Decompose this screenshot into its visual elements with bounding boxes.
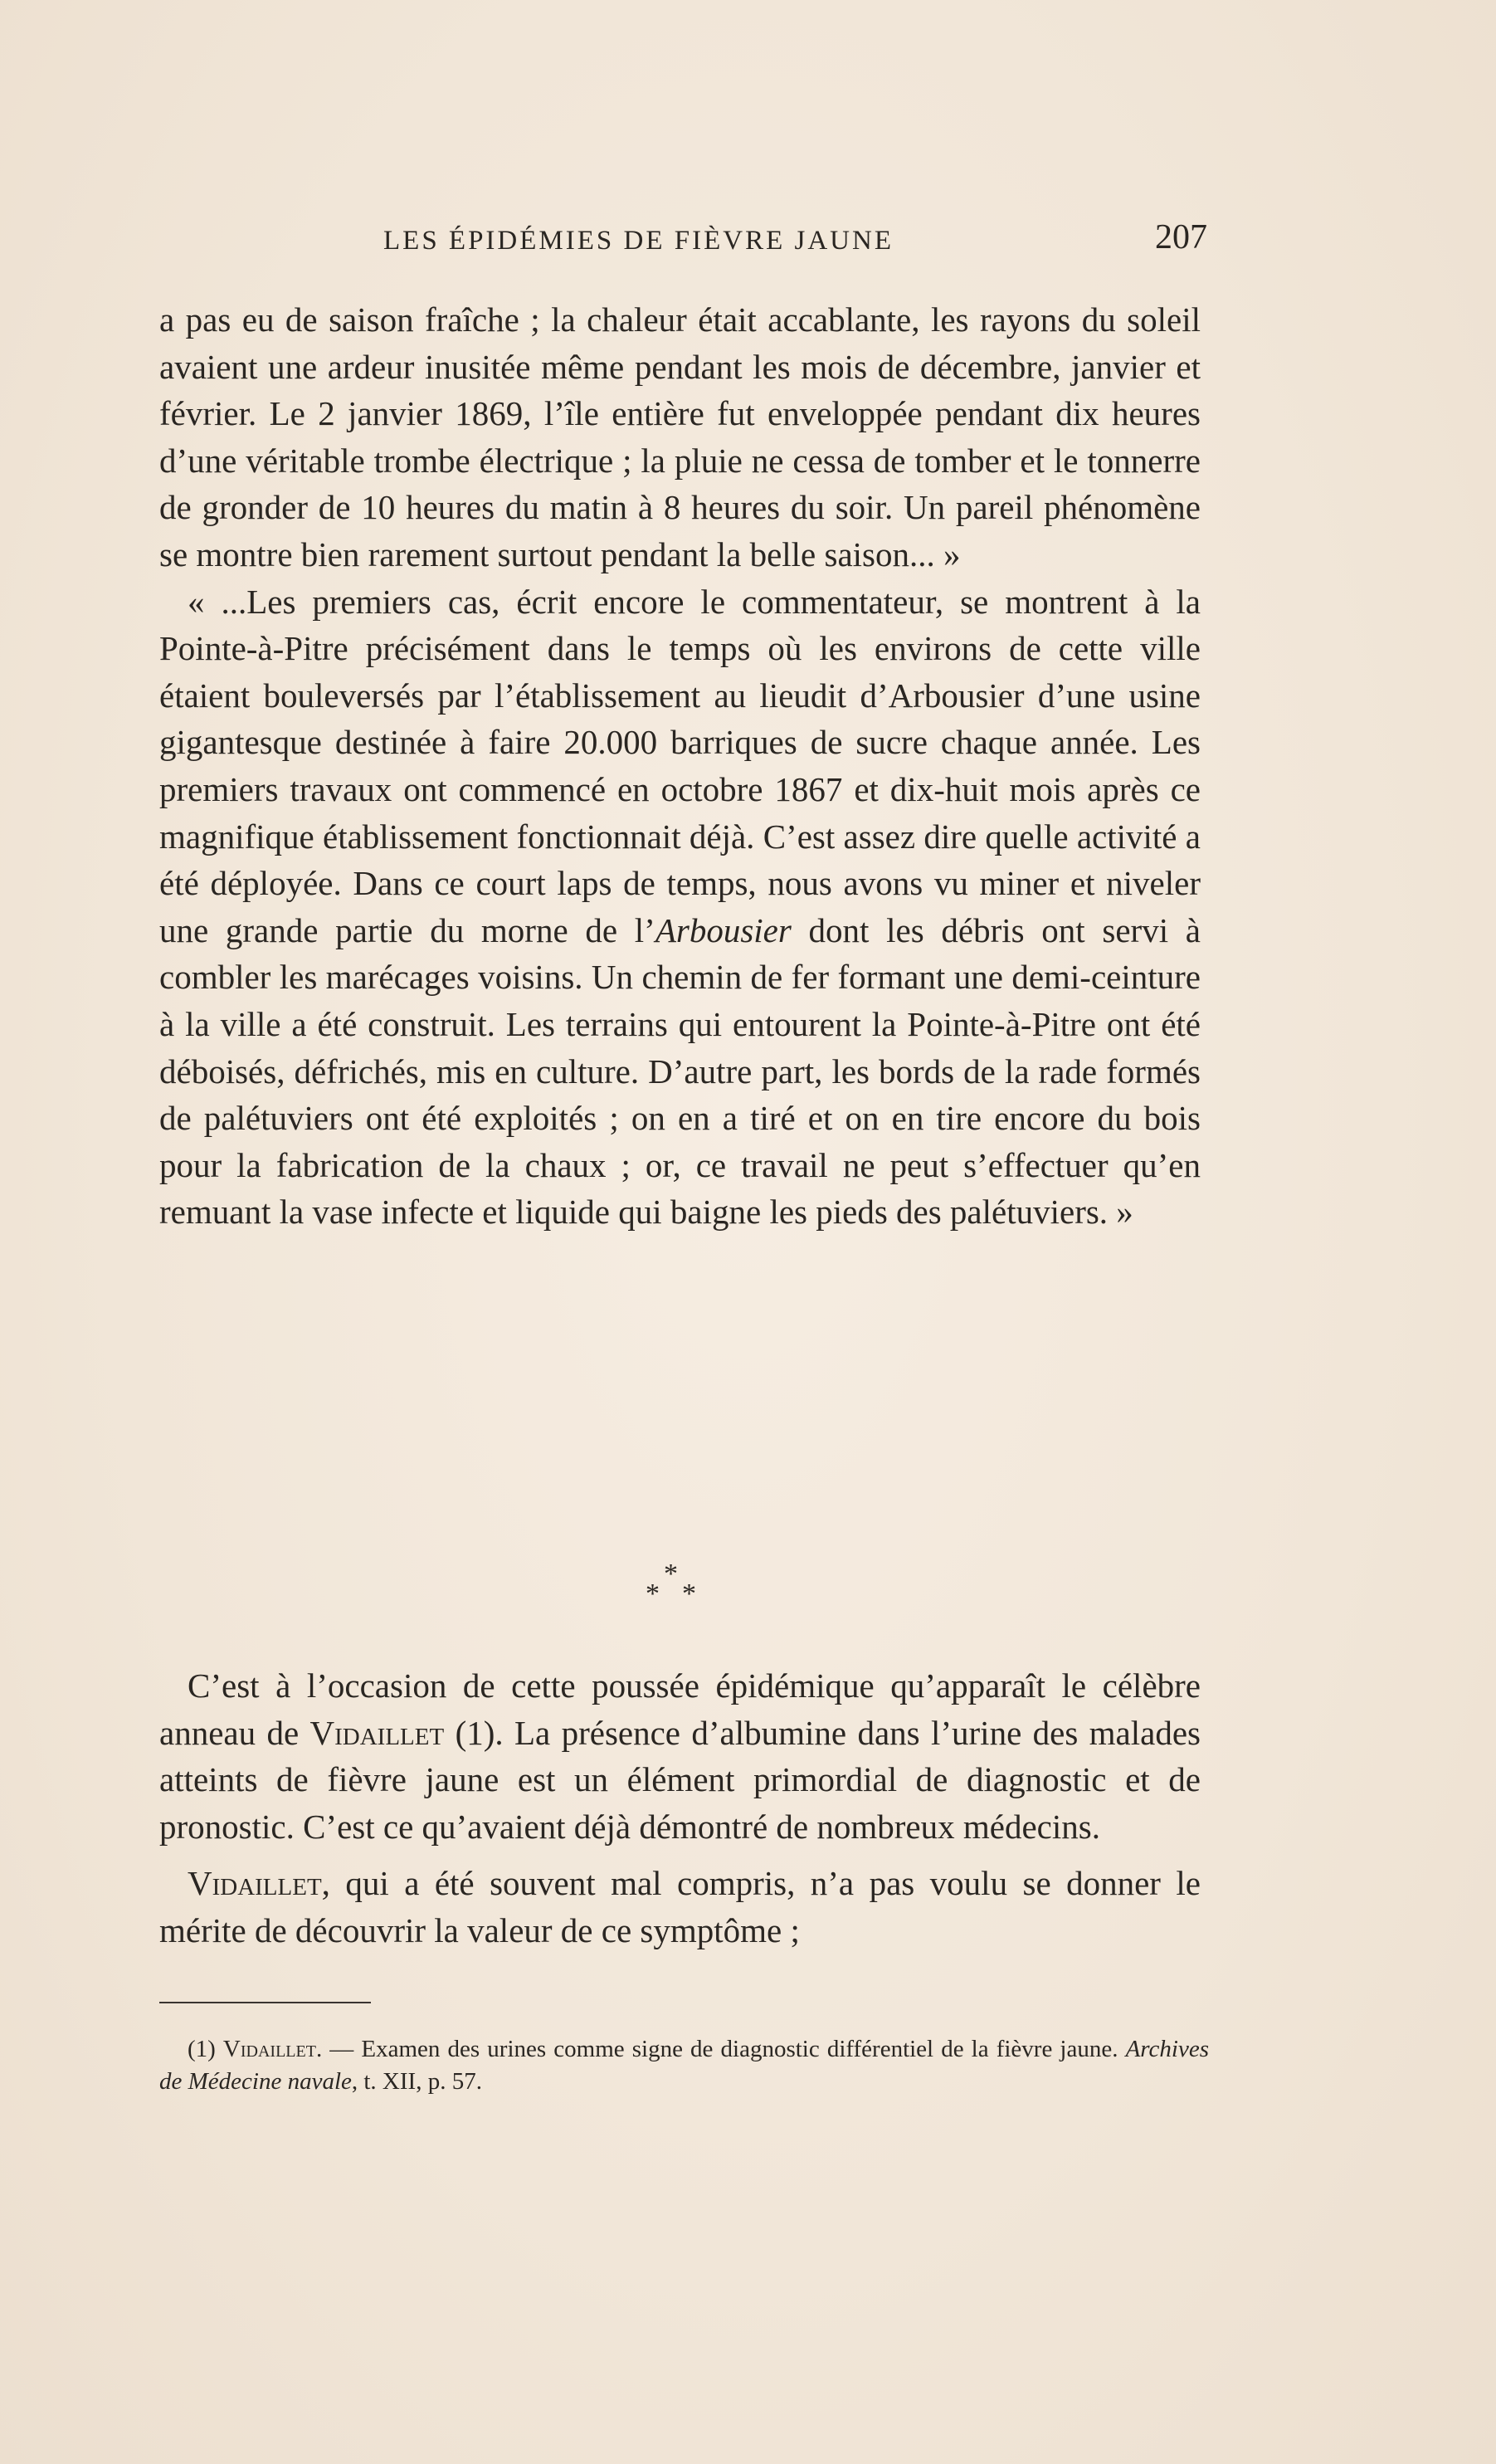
- paragraph-4: [159, 1860, 1201, 1954]
- author-name: Vidaillet: [309, 1713, 445, 1752]
- paragraph-3-text-a: C’est à l’occasion de cette poussée épidémique qu’apparaît le célèbre anneau de: [159, 1666, 1201, 1752]
- main-text-continued: [159, 1662, 1201, 1954]
- footnote-rule: [159, 2002, 371, 2003]
- asterism-star-left: *: [646, 1578, 660, 1609]
- page-number: 207: [1155, 218, 1207, 256]
- page-header: [159, 217, 1207, 267]
- footnote-author: Vidaillet: [222, 2036, 316, 2062]
- asterism-section-break: [639, 1560, 722, 1627]
- footnote-journal: Archives de Médecine navale: [159, 2036, 1209, 2095]
- paragraph-2: [159, 578, 1201, 1236]
- running-title: LES ÉPIDÉMIES DE FIÈVRE JAUNE: [383, 226, 894, 256]
- asterism-star-top: *: [664, 1559, 678, 1589]
- main-text: [159, 296, 1201, 1236]
- paragraph-2-text-a: « ...Les premiers cas, écrit encore le commentateur, se montrent à la Pointe-à-Pitre précisément dans le temps où les environs de cette ville étaient bouleversés par l’établissement au lieudit d’Arbousier d’une usine gigantesque destinée à faire 20.000 barriques de sucre chaque année. Les premiers travaux ont commencé en octobre 1867 et dix-huit mois après ce magnifique établissement fonctionnait déjà. C’est assez dire quelle activité a été déployée. Dans ce court laps de temps, nous avons vu miner et niveler une grande partie du morne de l’: [159, 582, 1201, 949]
- paragraph-1: a pas eu de saison fraîche ; la chaleur était accablante, les rayons du soleil avaient une ardeur inusitée même pendant les mois de décembre, janvier et février. Le 2 janvier 1869, l’île entière fut enveloppée pendant dix heures d’une véritable trombe électrique ; la pluie ne cessa de tomber et le tonnerre de gronder de 10 heures du matin à 8 heures du soir. Un pareil phénomène se montre bien rarement surtout pendant la belle saison... »: [159, 300, 1201, 573]
- footnote-marker: (1): [188, 2036, 223, 2062]
- paragraph-4-text: , qui a été souvent mal compris, n’a pas voulu se donner le mérite de découvrir la valeur de ce symptôme ;: [159, 1864, 1201, 1949]
- footnote: [159, 2033, 1209, 2098]
- paragraph-3-text-b: (1). La présence d’albumine dans l’urine des malades atteints de fièvre jaune est un élément primordial de diagnostic et de pronostic. C’est ce qu’avaient déjà démontré de nombreux médecins.: [159, 1713, 1201, 1846]
- paragraph-3: [159, 1662, 1201, 1850]
- paragraph-2-text-b: dont les débris ont servi à combler les marécages voisins. Un chemin de fer formant une demi-ceinture à la ville a été construit. Les terrains qui entourent la Pointe-à-Pitre ont été déboisés, défrichés, mis en culture. D’autre part, les bords de la rade formés de palétuviers ont été exploités ; on en a tiré et on en tire encore du bois pour la fabrication de la chaux ; or, ce travail ne peut s’effectuer qu’en remuant la vase infecte et liquide qui baigne les pieds des palétuviers. »: [159, 910, 1201, 1232]
- footnote-reference: , t. XII, p. 57.: [351, 2068, 482, 2095]
- asterism-star-right: *: [682, 1578, 696, 1609]
- footnote-text: . — Examen des urines comme signe de diagnostic différentiel de la fièvre jaune.: [315, 2036, 1126, 2062]
- paragraph-2-italic: Arbousier: [655, 910, 792, 949]
- author-name: Vidaillet: [188, 1864, 322, 1903]
